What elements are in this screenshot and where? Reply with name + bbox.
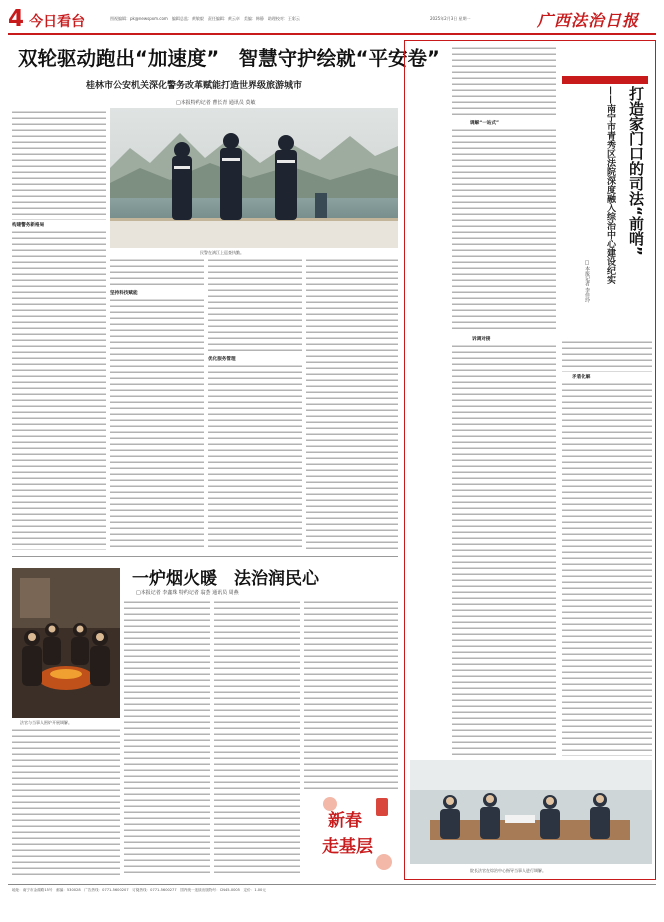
second-body-text-3 [214, 600, 300, 876]
lead-body-text-5 [208, 258, 302, 354]
right-body-text-3 [452, 344, 556, 534]
second-photo [12, 568, 120, 718]
lead-subtitle: 桂林市公安机关深化警务改革赋能打造世界级旅游城市 [86, 81, 303, 91]
new-year-stamp [316, 792, 396, 876]
footer-rule [8, 884, 656, 885]
header-rule [8, 33, 656, 35]
right-section-3: 矛盾化解 [572, 375, 591, 380]
lead-body-text-2 [12, 230, 106, 550]
page-number: 4 [8, 6, 25, 32]
newspaper-logo [535, 8, 660, 30]
svg-text:广西法治日报: 广西法治日报 [537, 11, 640, 30]
editor-info: 图视编辑：pk@newspxm.com 编辑总监：黄敏毅 责任编辑：黄云卓 美编：韩静 助理校对：王彩云 [110, 16, 300, 21]
right-body-text-6 [562, 382, 652, 756]
lead-section-1: 构建警务新格局 [12, 223, 45, 228]
right-headline: 打造家门口的司法“前哨” [627, 86, 645, 256]
lead-body-text-7 [306, 258, 398, 550]
lead-photo-caption: 民警在漓江上巡查执勤。 [200, 250, 244, 255]
section-name: 今日看台 [29, 14, 86, 30]
footer-info: 地址：南宁市金湖路15号 邮编：530028 广告热线：0771-5600207 订阅热线：0771-5600277 国内统一连续出版物号：CN45-0005 定价：1.00元 [12, 888, 266, 892]
page-header [8, 6, 104, 34]
stamp-line-2: 走基层 [322, 837, 373, 857]
right-section-2: 诉调对接 [472, 337, 491, 342]
right-body-text-5 [562, 340, 652, 372]
lead-body-text-1 [12, 110, 106, 220]
lead-body-text-3 [110, 258, 204, 288]
second-body-text-1 [12, 728, 120, 876]
second-photo-caption: 法官与当事人围炉开展调解。 [20, 720, 72, 725]
lead-section-2: 坚持科技赋能 [110, 291, 138, 296]
right-photo [410, 760, 652, 864]
stamp-line-1: 新春 [328, 811, 362, 831]
right-photo-caption: 院长法官在综治中心指导当事人进行调解。 [470, 868, 546, 873]
lead-body-text-4 [110, 298, 204, 550]
right-subtitle: ——南宁市青秀区法院深度融入综治中心建设纪实 [605, 86, 615, 284]
right-byline: □本报记者 李佳玲 [584, 260, 590, 303]
second-headline: 一炉烟火暖 法治润民心 [132, 569, 319, 589]
right-body-text-2 [452, 128, 556, 332]
lead-photo [110, 108, 398, 248]
second-body-text-4 [304, 600, 398, 790]
right-section-1: 调解“一站式” [470, 121, 500, 126]
right-body-text-1 [452, 46, 556, 116]
lead-headline: 双轮驱动跑出“加速度” 智慧守护绘就“平安卷” [18, 47, 440, 70]
second-body-text-2 [124, 600, 210, 876]
lead-section-3: 优化服务管理 [208, 357, 236, 362]
lead-body-text-6 [208, 364, 302, 550]
second-byline: □本报记者 李鑫珠 特约记者 翁荟 通讯员 周燕 [136, 590, 239, 596]
lead-byline: □本报特约记者 曹长青 通讯员 莫敏 [176, 100, 256, 106]
right-title-bar [562, 76, 648, 84]
right-body-text-4 [452, 536, 556, 756]
article-divider [12, 556, 398, 557]
issue-date: 2025年2月3日 星期一 [430, 16, 471, 21]
